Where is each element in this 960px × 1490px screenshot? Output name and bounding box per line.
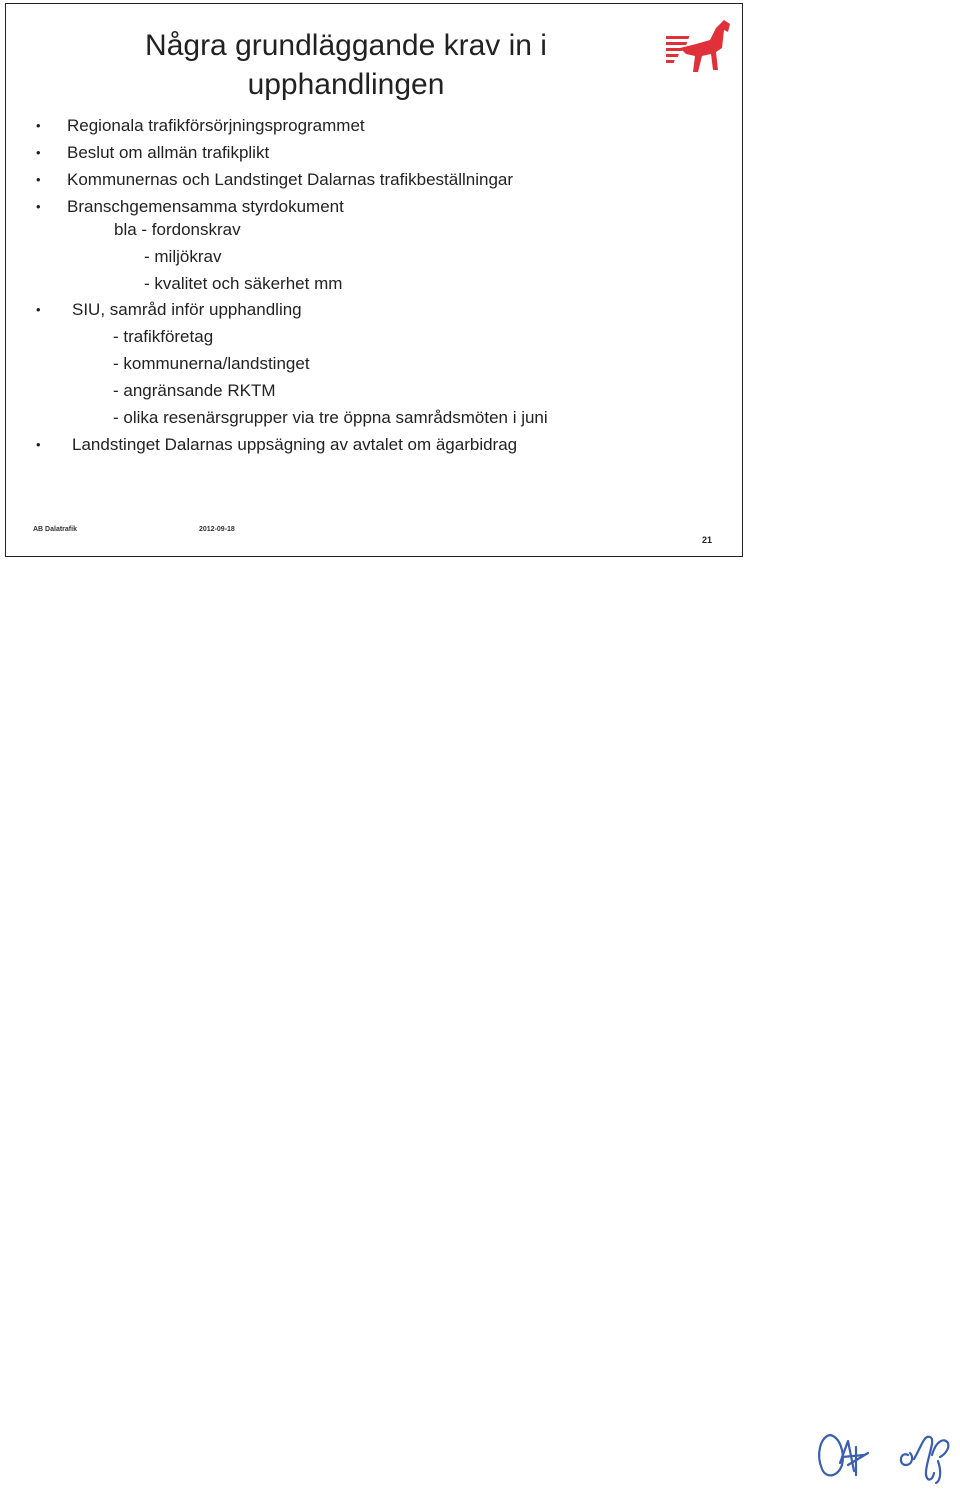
slide-frame xyxy=(5,3,743,557)
bullet-icon: • xyxy=(36,172,41,187)
bullet-icon: • xyxy=(36,145,41,160)
sub-list-item: - kvalitet och säkerhet mm xyxy=(144,274,343,293)
footer-date: 2012-09-18 xyxy=(199,526,235,533)
handwritten-initials-signature xyxy=(812,1425,960,1487)
slide-title-line-2: upphandlingen xyxy=(247,68,445,101)
bullet-icon: • xyxy=(36,302,41,317)
sub-list-item: - kommunerna/landstinget xyxy=(113,354,310,373)
footer-company: AB Dalatrafik xyxy=(33,526,77,533)
list-item: SIU, samråd inför upphandling xyxy=(72,300,302,319)
footer-page-number: 21 xyxy=(702,535,713,545)
list-item: Regionala trafikförsörjningsprogrammet xyxy=(67,116,365,135)
list-item: Beslut om allmän trafikplikt xyxy=(67,143,270,162)
slide-title-line-1: Några grundläggande krav in i xyxy=(145,29,547,62)
sub-list-item: - olika resenärsgrupper via tre öppna samrådsmöten i juni xyxy=(113,408,548,427)
bullet-list xyxy=(6,4,742,556)
sub-list-item: - angränsande RKTM xyxy=(113,381,276,400)
list-item: Landstinget Dalarnas uppsägning av avtalet om ägarbidrag xyxy=(72,435,518,454)
bullet-icon: • xyxy=(36,437,41,452)
sub-list-item: - trafikföretag xyxy=(113,327,214,346)
bullet-icon: • xyxy=(36,118,41,133)
sub-list-item: - miljökrav xyxy=(144,247,222,266)
list-item: Branschgemensamma styrdokument xyxy=(67,197,344,216)
list-item: Kommunernas och Landstinget Dalarnas trafikbeställningar xyxy=(67,170,514,189)
sub-list-item: bla - fordonskrav xyxy=(114,220,241,239)
bullet-icon: • xyxy=(36,199,41,214)
